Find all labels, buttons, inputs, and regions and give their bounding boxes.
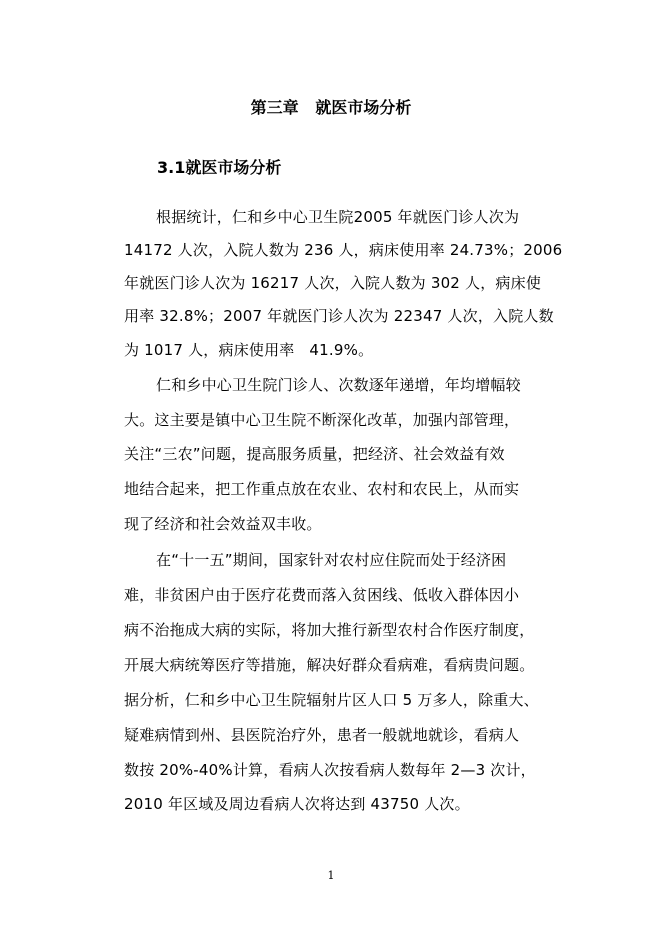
paragraph-2-line-3: 关注“三农”问题，提高服务质量，把经济、社会效益有效 [124,445,505,463]
paragraph-2-line-5: 现了经济和社会效益双丰收。 [124,515,322,533]
paragraph-3-line-7: 数按 20%-40%计算，看病人次按看病人数每年 2—3 次计， [124,761,536,779]
paragraph-3-line-3: 病不治拖成大病的实际，将加大推行新型农村合作医疗制度， [124,621,535,639]
paragraph-3-line-2: 难，非贫困户由于医疗花费而落入贫困线、低收入群体因小 [124,586,520,604]
paragraph-2-line-2: 大。这主要是镇中心卫生院不断深化改革，加强内部管理， [124,411,520,429]
paragraph-1-line-5: 为 1017 人，病床使用率 41.9%。 [124,341,374,359]
paragraph-1-line-2: 14172 人次，入院人数为 236 人，病床使用率 24.73%；2006 [124,241,563,259]
paragraph-3-line-4: 开展大病统筹医疗等措施，解决好群众看病难，看病贵问题。 [124,656,535,674]
chapter-title: 第三章 就医市场分析 [250,98,412,117]
paragraph-3-line-6: 疑难病情到州、县医院治疗外，患者一般就地就诊，看病人 [124,726,520,744]
paragraph-2-line-1: 仁和乡中心卫生院门诊人、次数逐年递增，年均增幅较 [156,376,521,394]
paragraph-2-line-4: 地结合起来，把工作重点放在农业、农村和农民上，从而实 [124,480,520,498]
paragraph-3-line-8: 2010 年区域及周边看病人次将达到 43750 人次。 [124,795,470,813]
paragraph-1-line-1: 根据统计，仁和乡中心卫生院2005 年就医门诊人次为 [156,208,520,226]
paragraph-3-line-1: 在“十一五”期间，国家针对农村应住院而处于经济困 [156,551,507,569]
paragraph-1-line-3: 年就医门诊人次为 16217 人次，入院人数为 302 人，病床使 [124,274,542,292]
page-number: 1 [327,869,335,882]
paragraph-1-line-4: 用率 32.8%；2007 年就医门诊人次为 22347 人次，入院人数 [124,307,554,325]
section-heading: 3.1就医市场分析 [157,158,282,177]
paragraph-3-line-5: 据分析，仁和乡中心卫生院辐射片区人口 5 万多人，除重大、 [124,691,539,709]
